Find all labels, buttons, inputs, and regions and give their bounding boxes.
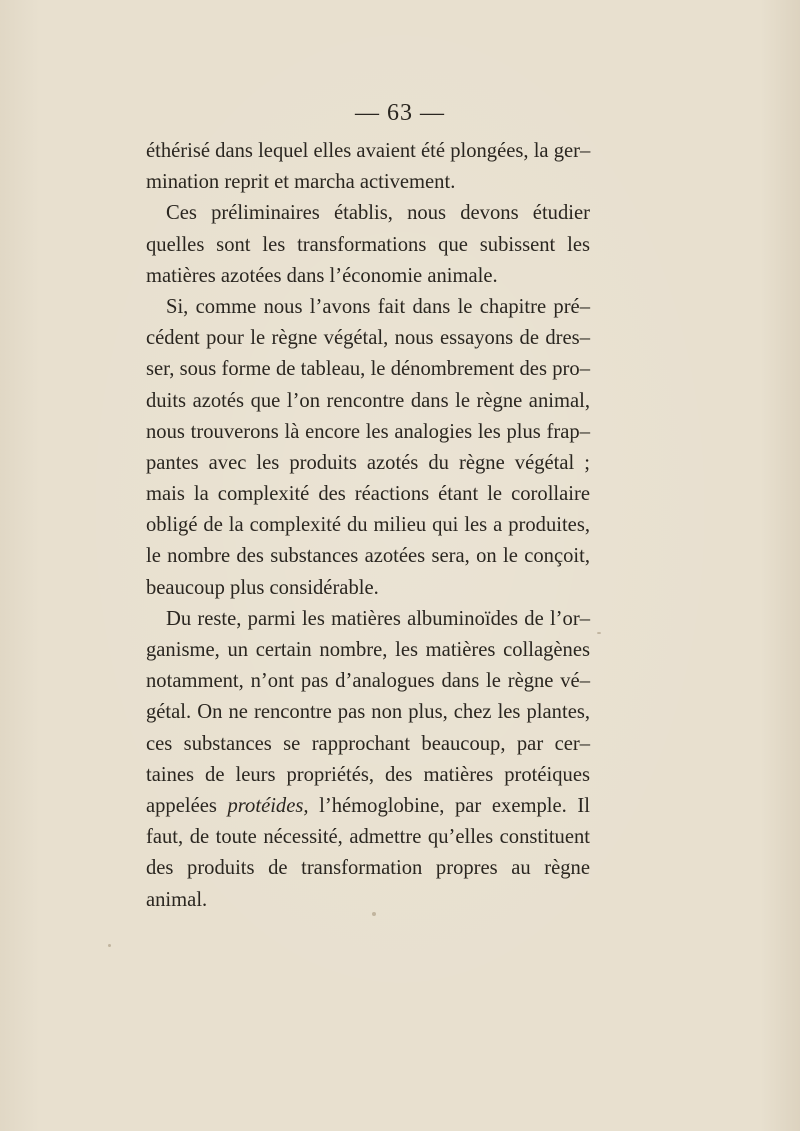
text-line: faut, de toute nécessité, admettre qu’elles constituent xyxy=(146,826,590,849)
text-line: ganisme, un certain nombre, les matières collagènes xyxy=(146,639,590,661)
text-line: Du reste, parmi les matières albuminoïdes de l’or– xyxy=(166,607,590,630)
text-line: taines de leurs propriétés, des matières protéiques xyxy=(146,763,590,786)
text-line: nous trouverons là encore les analogies les plus frap– xyxy=(146,420,590,443)
text-line: ser, sous forme de tableau, le dénombrement des pro– xyxy=(146,358,590,381)
text-line: des produits de transformation propres au règne xyxy=(146,857,590,880)
page-number: — 63 — xyxy=(355,100,445,126)
text-line: matières azotées dans l’économie animale. xyxy=(146,264,498,287)
paper-spot xyxy=(597,632,601,634)
text-line: éthérisé dans lequel elles avaient été plongées, la ger– xyxy=(146,140,591,162)
text-line: mais la complexité des réactions étant le corollaire xyxy=(146,483,590,506)
body-text xyxy=(146,136,590,916)
text-line: gétal. On ne rencontre pas non plus, chez les plantes, xyxy=(146,701,590,724)
text-line: animal. xyxy=(146,888,208,911)
text-line xyxy=(146,791,590,822)
text-line: quelles sont les transformations que subissent les xyxy=(146,233,590,256)
text-segment: appelées xyxy=(146,794,228,817)
text-line: duits azotés que l’on rencontre dans le règne animal, xyxy=(146,389,590,412)
text-line: mination reprit et marcha activement. xyxy=(146,171,456,194)
paper-spot xyxy=(108,944,111,947)
text-line: cédent pour le règne végétal, nous essayons de dres– xyxy=(146,327,590,350)
text-line: Si, comme nous l’avons fait dans le chapitre pré– xyxy=(166,295,590,318)
text-line: ces substances se rapprochant beaucoup, par cer– xyxy=(146,732,590,755)
italic-term: protéides, xyxy=(227,794,309,817)
text-line: pantes avec les produits azotés du règne végétal ; xyxy=(146,451,590,474)
text-line: obligé de la complexité du milieu qui les a produites, xyxy=(146,514,590,537)
text-segment: l’hémoglobine, par exemple. Il xyxy=(308,794,590,817)
text-line: beaucoup plus considérable. xyxy=(146,576,379,599)
text-line: le nombre des substances azotées sera, on le conçoit, xyxy=(146,545,590,568)
text-line: notamment, n’ont pas d’analogues dans le règne vé– xyxy=(146,670,590,693)
text-line: Ces préliminaires établis, nous devons étudier xyxy=(166,202,590,225)
